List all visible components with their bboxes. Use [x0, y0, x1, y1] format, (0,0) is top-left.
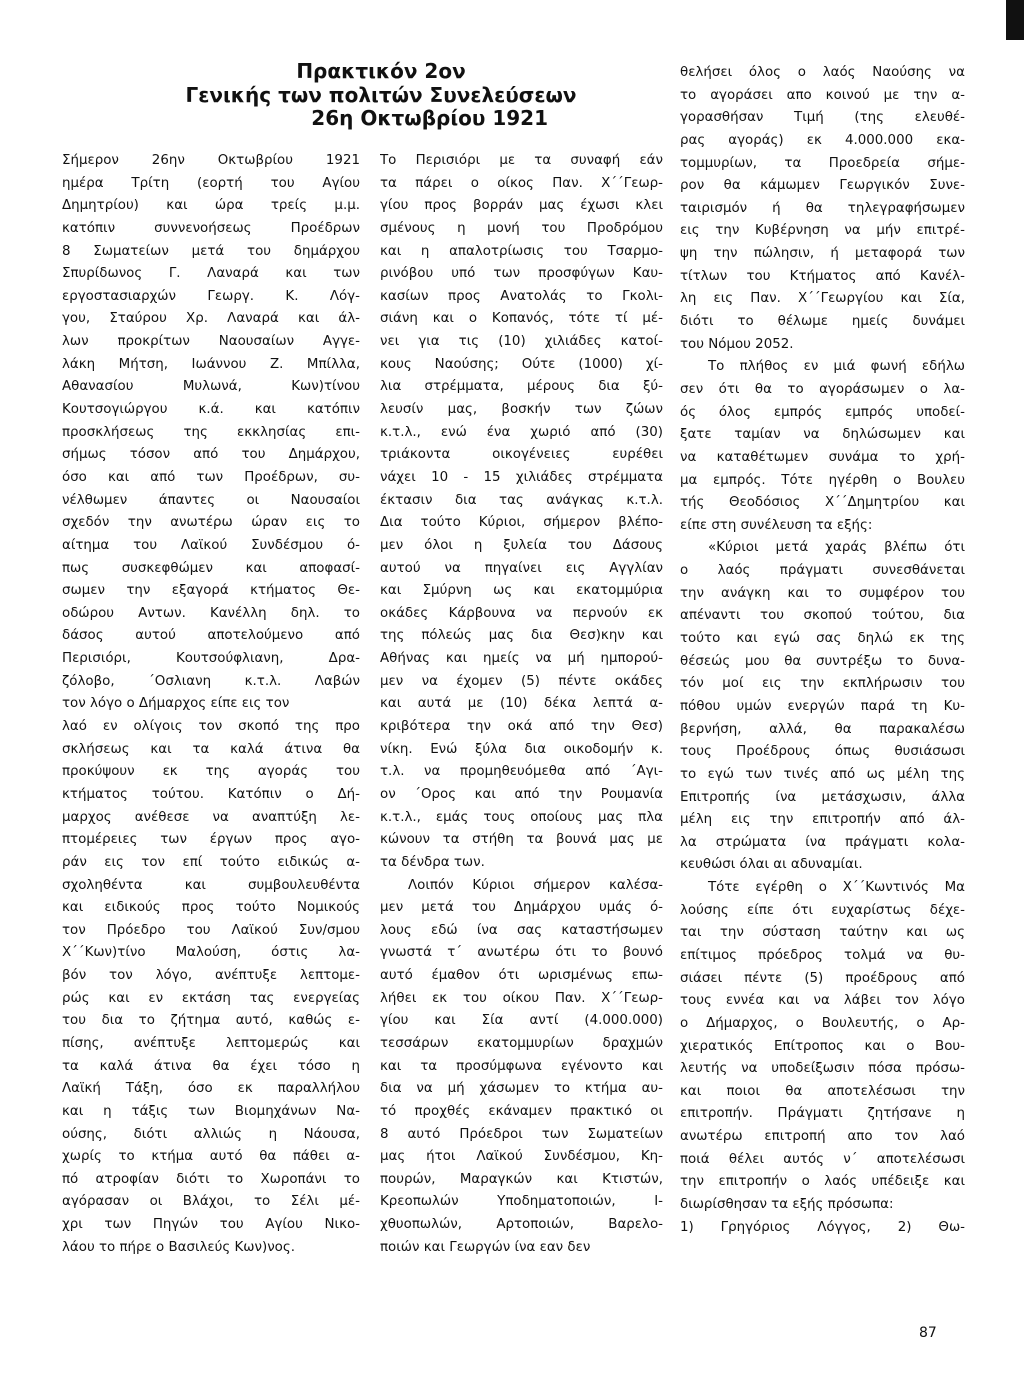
text-line: και ειδικούς προς τούτο Νομικούς: [62, 900, 360, 916]
text-line: λάου το πήρε ο Βασιλεύς Κων)νος.: [62, 1239, 295, 1255]
text-line: μεν όλοι η ξυλεία του Δάσους: [380, 537, 663, 553]
text-line: 8 αυτό Πρόεδροι των Σωματείων: [380, 1126, 663, 1142]
text-line: ψη την πώλησιν, ή μεταφορά των: [680, 246, 965, 262]
text-line: τούτο και εγώ σας δηλώ εκ της: [680, 631, 965, 647]
text-line: τους εννέα και να λάβει τον λόγο: [680, 993, 965, 1009]
text-line: κατόπιν συννενοήσεως Προέδρων: [62, 220, 360, 236]
text-line: 1) Γρηγόριος Λόγγος, 2) Θω-: [680, 1219, 965, 1235]
text-line: λάκη Μήτση, Ιωάννου Ζ. Μπίλλα,: [62, 356, 360, 372]
text-line: γορασθήσαν Τιμή (της ελευθέ-: [680, 110, 965, 126]
text-line: Λοιπόν Κύριοι σήμερον καλέσα-: [408, 877, 663, 893]
text-line: σωμεν την εξαγορά κτήματος Θε-: [62, 583, 360, 599]
text-line: μα εμπρός. Τότε ηγέρθη ο Βουλευ: [680, 472, 965, 488]
text-column-1: [62, 150, 360, 1259]
text-line: χρι των Πηγών του Αγίου Νικο-: [62, 1217, 360, 1233]
text-line: του δια το ζήτημα αυτό, καθώς ε-: [62, 1013, 360, 1029]
text-line: μέλη εις την επιτροπήν από άλ-: [680, 812, 965, 828]
text-line: γίου προς βορράν μας έχωσι κλει: [380, 198, 663, 214]
heading-line-1: Πρακτικόν 2ον: [296, 59, 466, 83]
text-line: τομμυρίων, τα Προεδρεία σήμε-: [680, 155, 965, 171]
text-line: του Νόμου 2052.: [680, 336, 794, 352]
text-line: γου, Σταύρου Χρ. Λαναρά και άλ-: [62, 311, 360, 327]
text-line: 8 Σωματείων μετά του δημάρχου: [62, 243, 360, 259]
text-line: πτομέρειες των έργων προς αγο-: [62, 832, 360, 848]
text-line: ρας αγοράς) εκ 4.000.000 εκα-: [680, 132, 965, 148]
text-line: νέλθωμεν άπαντες οι Ναουσαίοι: [62, 492, 360, 508]
text-line: ο λαός πράγματι συνεσθάνεται: [680, 563, 965, 579]
text-line: ποιά θέλει αυτός ν´ αποτελέσωσι: [680, 1151, 965, 1167]
text-line: θελήσει όλος ο λαός Ναούσης να: [680, 65, 965, 80]
text-line: σιάνη και ο Κοπανός, τότε τί μέ-: [380, 311, 663, 327]
text-line: και τα προσύμφωνα εγένοντο και: [380, 1058, 663, 1074]
text-line: νίκη. Ενώ ξύλα δια οικοδομήν κ.: [380, 741, 663, 757]
text-line: σήμως τόσον από του Δημάρχου,: [62, 447, 360, 463]
text-line: δάσος αυτού αποτελούμενο από: [62, 628, 360, 644]
text-line: τριάκοντα οικογένειες ευρέθει: [380, 447, 663, 463]
text-line: βερνήση, αλλά, θα παρακαλέσω: [680, 721, 965, 737]
page-number: 87: [919, 1325, 937, 1341]
text-line: εργοστασιαρχών Γεωργ. Κ. Λόγ-: [62, 288, 360, 304]
text-line: αγόρασαν οι Βλάχοι, το Σέλι μέ-: [62, 1194, 360, 1210]
text-line: λήθει εκ του οίκου Παν. Χ´´Γεωρ-: [380, 990, 663, 1006]
text-line: ται την σύσταση ταύτην και ως: [680, 925, 965, 941]
text-line: προσκλήσεως της εκκλησίας επι-: [62, 424, 360, 440]
text-line: Λαϊκή Τάξη, όσο εκ παραλλήλου: [62, 1081, 360, 1097]
text-line: θέσεώς μου θα συντρέξω το δυνα-: [680, 653, 965, 669]
text-line: ούσης, διότι αλλιώς η Νάουσα,: [62, 1126, 360, 1142]
text-line: κτήματος τούτου. Κατόπιν ο Δή-: [62, 786, 360, 802]
text-line: λους εδώ ίνα σας καταστήσωμεν: [380, 922, 663, 938]
text-line: τα πάρει ο οίκος Παν. Χ´´Γεωρ-: [380, 175, 663, 191]
text-line: όσο και από των Προέδρων, συ-: [62, 469, 360, 485]
text-line: τα δένδρα των.: [380, 854, 485, 870]
text-line: σιάσει πέντε (5) προέδρους από: [680, 970, 965, 986]
text-line: πουρών, Μαραγκών και Κτιστών,: [380, 1171, 663, 1187]
text-line: Σπυρίδωνος Γ. Λαναρά και των: [62, 266, 360, 282]
text-line: επιτροπήν. Πράγματι ζητήσανε η: [680, 1106, 965, 1122]
text-line: ον ´Ορος και από την Ρουμανία: [380, 786, 663, 802]
text-line: κώνουν τα στήθη τα βουνά μας με: [380, 832, 663, 848]
text-line: Το Περισιόρι με τα συναφή εάν: [380, 153, 663, 168]
text-line: κευθώσι όλαι αι αδυναμίαι.: [680, 857, 863, 873]
text-line: λη εις Παν. Χ´´Γεωργίου και Σία,: [680, 291, 965, 307]
text-line: κασίων προς Ανατολάς το Γκολι-: [380, 288, 663, 304]
text-line: ζόλοβο, ´Οσλιανη κ.τ.λ. Λαβών: [62, 673, 360, 689]
text-line: σμένους η μονή του Προδρόμου: [380, 220, 663, 236]
text-line: τ.λ. να προμηθευόμεθα από ´Αγι-: [380, 764, 663, 780]
text-line: λούσης είπε ότι ευχαρίστως δέχε-: [680, 902, 965, 918]
text-line: δια να μή χάσωμεν το κτήμα αυ-: [380, 1081, 663, 1097]
text-column-2: [380, 150, 663, 1259]
text-line: λια στρέμματα, μέρους δια ξύ-: [380, 379, 663, 395]
text-line: νει για τις (10) χιλιάδες κατοί-: [380, 334, 663, 350]
heading-line-2: Γενικής των πολιτών Συνελεύσεων: [185, 82, 577, 107]
text-line: πως συσκεφθώμεν και αποφασί-: [62, 560, 360, 576]
text-line: λα στρώματα ίνα πράγματι κολα-: [680, 834, 965, 850]
text-line: και ποιοι θα αποτελέσωσι την: [680, 1083, 965, 1099]
text-line: μας ήτοι Λαϊκού Συνδέσμου, Κη-: [380, 1149, 663, 1165]
text-line: προκύψουν εκ της αγοράς του: [62, 764, 360, 780]
text-line: πίσης, ανέπτυξε λεπτομερώς και: [62, 1035, 360, 1051]
text-line: μαρχος ανέθεσε να αναπτύξη λε-: [62, 809, 360, 825]
text-line: λων προκρίτων Ναουσαίων Αγγε-: [62, 334, 360, 350]
text-line: ρώς και εν εκτάση τας ενεργείας: [62, 990, 360, 1006]
text-line: απέναντι του σκοπού τούτου, δια: [680, 608, 965, 624]
text-line: τον Πρόεδρο του Λαϊκού Συν/σμου: [62, 922, 360, 938]
text-line: ξατε ταμίαν να δηλώσωμεν και: [680, 427, 965, 443]
text-line: γίου και Σία αντί (4.000.000): [380, 1013, 663, 1029]
text-line: λευτής να υποδείξωσιν πόσα πρόσω-: [680, 1061, 965, 1077]
text-line: αυτό έμαθον ότι ωρισμένως επω-: [380, 968, 663, 984]
text-line: της πόλεώς μας δια Θεσ)κην και: [380, 628, 663, 644]
text-line: το εγώ των τινές από ως μέλη της: [680, 766, 965, 782]
text-line: γνωστά τ´ ανωτέρω ότι το βουνό: [380, 945, 663, 961]
text-line: βόν τον λόγο, ανέπτυξε λεπτομε-: [62, 968, 360, 984]
document-heading: [176, 60, 586, 131]
text-line: αίτημα του Λαϊκού Συνδέσμου ό-: [62, 537, 360, 553]
text-line: την επιτροπήν ο λαός υπέδειξε και: [680, 1174, 965, 1190]
text-line: τής Θεοδόσιος Χ´´Δημητρίου και: [680, 495, 965, 511]
text-line: ανωτέρω επιτροπή απο τον λαό: [680, 1129, 965, 1145]
text-line: ός όλος εμπρός εμπρός υποδεί-: [680, 404, 965, 420]
text-line: ρον θα κάμωμεν Γεωργικόν Συνε-: [680, 178, 965, 194]
text-line: «Κύριοι μετά χαράς βλέπω ότι: [708, 540, 965, 556]
text-line: διωρίσθησαν τα εξής πρόσωπα:: [680, 1197, 894, 1213]
text-line: είπε στη συνέλευση τα εξής:: [680, 517, 873, 533]
text-line: Τότε εγέρθη ο Χ´´Κωντινός Μα: [708, 880, 965, 896]
text-line: κ.τ.λ., εμάς τους οποίους μας πλα: [380, 809, 663, 825]
text-line: κους Ναούσης; Ούτε (1000) χί-: [380, 356, 663, 372]
text-line: και Σμύρνη ως και εκατομμύρια: [380, 583, 663, 599]
text-line: και η απαλοτρίωσις του Τσαρμο-: [380, 243, 663, 259]
text-line: Αθανασίου Μυλωνά, Κων)τίνου: [62, 379, 360, 395]
text-line: σχεδόν την ανωτέρω ώραν εις το: [62, 515, 360, 531]
text-line: ημέρα Τρίτη (εορτή του Αγίου: [62, 175, 360, 191]
text-line: ο Δήμαρχος, ο Βουλευτής, ο Αρ-: [680, 1015, 965, 1031]
text-line: μεν να έχομεν (5) πέντε οκάδες: [380, 673, 663, 689]
text-line: νάχει 10 - 15 χιλιάδες στρέμματα: [380, 469, 663, 485]
text-line: κ.τ.λ., ενώ ένα χωριό από (30): [380, 424, 663, 440]
text-line: την ανάγκη και το συμφέρον του: [680, 585, 965, 601]
text-line: κριβότερα την οκά από την Θεσ): [380, 719, 663, 735]
text-line: τα καλά άτινα θα έχει τόσο η: [62, 1058, 360, 1074]
text-line: χιερατικός Επίτροπος και ο Βου-: [680, 1038, 965, 1054]
text-line: Χ´´Κων)τίνο Μαλούση, όστις λα-: [62, 945, 360, 961]
text-line: Κουτσογιώργου κ.ά. και κατόπιν: [62, 402, 360, 418]
text-line: Δημητρίου) και ώρα τρείς μ.μ.: [62, 198, 360, 214]
text-line: πόθου υμών ενεργών παρά τη Κυ-: [680, 698, 965, 714]
text-line: οδώρου Αντων. Κανέλλη δηλ. το: [62, 605, 360, 621]
text-line: σχοληθέντα και συμβουλευθέντα: [62, 877, 360, 893]
text-line: έκτασιν δια τας ανάγκας κ.τ.λ.: [380, 492, 663, 508]
text-line: το αγοράσει απο κοινού με την α-: [680, 87, 965, 103]
text-line: Κρεοπωλών Υποδηματοποιών, Ι-: [380, 1194, 663, 1210]
text-line: και η τάξις των Βιομηχάνων Να-: [62, 1103, 360, 1119]
text-line: σεν ότι θα το αγοράσωμεν ο λα-: [680, 381, 965, 397]
text-line: σκλήσεως και τα καλά άτινα θα: [62, 741, 360, 757]
text-line: να καταθέτωμεν συνάμα το χρή-: [680, 449, 965, 465]
text-line: τόν μοί εις την εκπλήρωσιν του: [680, 676, 965, 692]
text-line: Σήμερον 26ην Οκτωβρίου 1921: [62, 153, 360, 168]
text-line: λευσίν μας, βοσκήν των ζώων: [380, 402, 663, 418]
text-line: χωρίς το κτήμα αυτό θα πάθει α-: [62, 1149, 360, 1165]
text-line: ράν εις τον επί τούτο ειδικώς α-: [62, 854, 360, 870]
text-column-3: [680, 62, 965, 1239]
text-line: τον λόγο ο Δήμαρχος είπε εις τον: [62, 696, 290, 712]
text-line: χθυοπωλών, Αρτοποιών, Βαρελο-: [380, 1217, 663, 1233]
text-line: ρινόβου υπό των προσφύγων Καυ-: [380, 266, 663, 282]
text-line: λαό εν ολίγοις τον σκοπό της προ: [62, 719, 360, 735]
scan-edge-mark: [1006, 0, 1024, 40]
text-line: Δια τούτο Κύριοι, σήμερον βλέπο-: [380, 515, 663, 531]
text-line: μεν μετά του Δημάρχου υμάς ό-: [380, 900, 663, 916]
text-line: τό προχθές εκάναμεν πρακτικό οι: [380, 1103, 663, 1119]
heading-date: 26η Οκτωβρίου 1921: [311, 106, 548, 130]
text-line: Επιτροπής ίνα μετάσχωσιν, άλλα: [680, 789, 965, 805]
text-line: Περισιόρι, Κουτσούφλιανη, Δρα-: [62, 651, 360, 667]
text-line: τους Προέδρους όπως θυσιάσωσι: [680, 744, 965, 760]
text-line: διότι το θέλωμε ημείς δυνάμει: [680, 314, 965, 330]
text-line: ταιρισμόν ή θα τηλεγραφήσωμεν: [680, 200, 965, 216]
text-line: εις την Κυβέρνηση να μήν επιτρέ-: [680, 223, 965, 239]
text-line: αυτού να πηγαίνει εις Αγγλίαν: [380, 560, 663, 576]
text-line: και αυτά με (10) δέκα λεπτά α-: [380, 696, 663, 712]
text-line: Αθήνας και ημείς να μή ημπορού-: [380, 651, 663, 667]
text-line: πό ατροφίαν διότι το Χωροπάνι το: [62, 1171, 360, 1187]
text-line: τεσσάρων εκατομμυρίων δραχμών: [380, 1035, 663, 1051]
text-line: τίτλων του Κτήματος από Κανέλ-: [680, 268, 965, 284]
text-line: οκάδες Κάρβουνα να περνούν εκ: [380, 605, 663, 621]
text-line: επίτιμος πρόεδρος τολμά να θυ-: [680, 947, 965, 963]
text-line: ποιών και Γεωργών ίνα εαν δεν: [380, 1239, 591, 1255]
text-line: Το πλήθος εν μιά φωνή εδήλω: [708, 359, 965, 375]
